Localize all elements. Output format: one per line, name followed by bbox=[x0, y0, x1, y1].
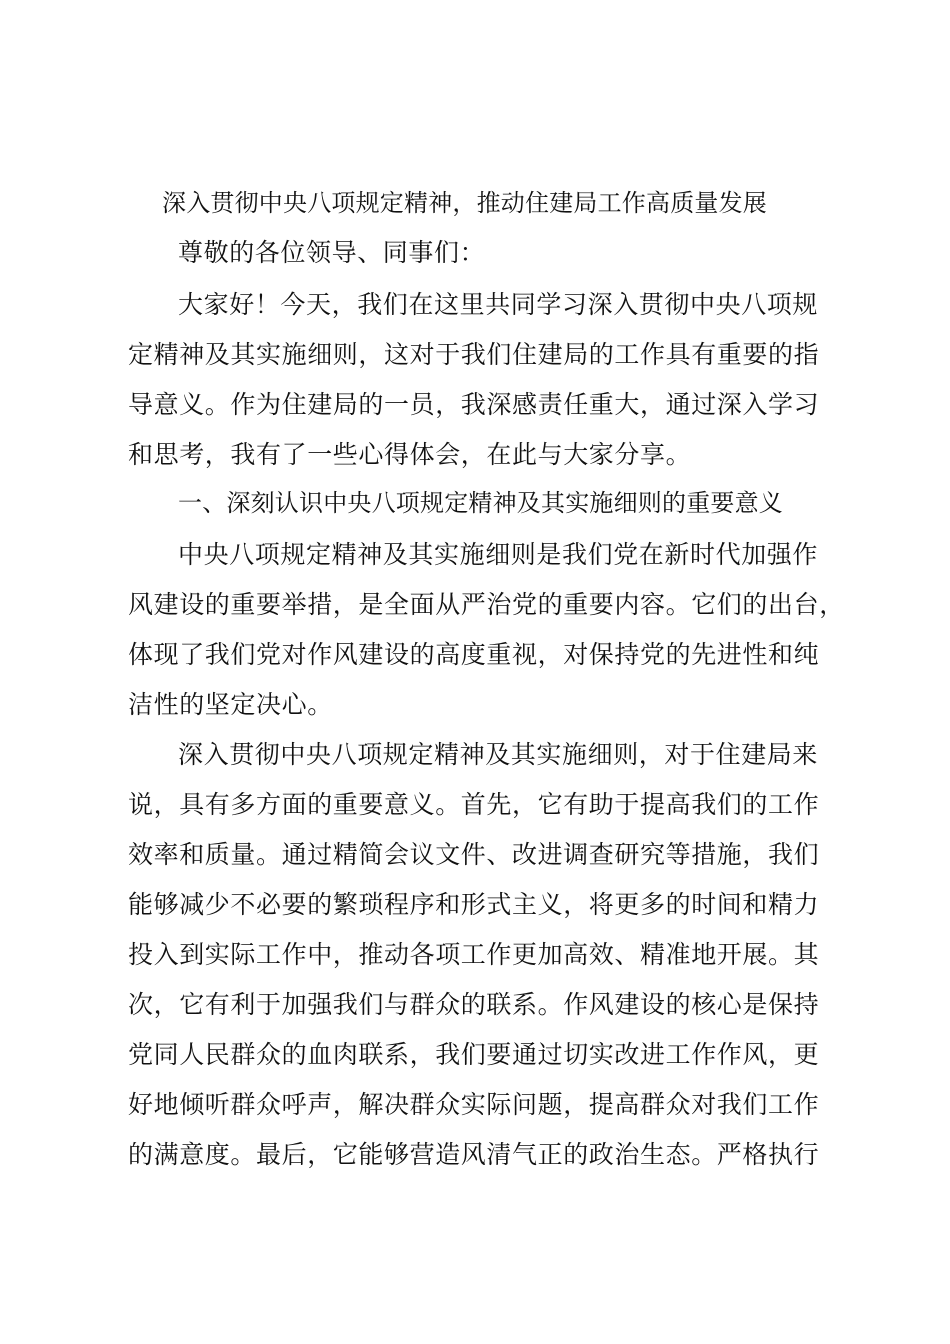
paragraph-line: 风建设的重要举措，是全面从严治党的重要内容。它们的出台， bbox=[128, 590, 845, 619]
paragraph-line: 定精神及其实施细则，这对于我们住建局的工作具有重要的指 bbox=[128, 340, 820, 369]
paragraph-line: 说，具有多方面的重要意义。首先，它有助于提高我们的工作 bbox=[128, 790, 820, 819]
paragraph-line: 和思考，我有了一些心得体会，在此与大家分享。 bbox=[128, 440, 692, 469]
paragraph-line: 好地倾听群众呼声，解决群众实际问题，提高群众对我们工作 bbox=[128, 1090, 820, 1119]
paragraph-line: 投入到实际工作中，推动各项工作更加高效、精准地开展。其 bbox=[128, 940, 820, 969]
document-title: 深入贯彻中央八项规定精神，推动住建局工作高质量发展 bbox=[162, 189, 767, 217]
paragraph-line: 导意义。作为住建局的一员，我深感责任重大，通过深入学习 bbox=[128, 390, 820, 419]
paragraph-line: 的满意度。最后，它能够营造风清气正的政治生态。严格执行 bbox=[128, 1140, 820, 1169]
paragraph-line: 效率和质量。通过精简会议文件、改进调查研究等措施，我们 bbox=[128, 840, 820, 869]
greeting: 尊敬的各位领导、同事们： bbox=[178, 238, 486, 267]
paragraph-line: 党同人民群众的血肉联系，我们要通过切实改进工作作风，更 bbox=[128, 1040, 820, 1069]
paragraph-line: 体现了我们党对作风建设的高度重视，对保持党的先进性和纯 bbox=[128, 640, 820, 669]
paragraph-line: 中央八项规定精神及其实施细则是我们党在新时代加强作 bbox=[178, 540, 819, 569]
section-heading-1: 一、深刻认识中央八项规定精神及其实施细则的重要意义 bbox=[178, 489, 783, 517]
paragraph-line: 深入贯彻中央八项规定精神及其实施细则，对于住建局来 bbox=[178, 740, 819, 769]
paragraph-line: 次，它有利于加强我们与群众的联系。作风建设的核心是保持 bbox=[128, 990, 820, 1019]
paragraph-line: 能够减少不必要的繁琐程序和形式主义，将更多的时间和精力 bbox=[128, 890, 820, 919]
paragraph-line: 大家好！今天，我们在这里共同学习深入贯彻中央八项规 bbox=[178, 290, 819, 319]
paragraph-line: 洁性的坚定决心。 bbox=[128, 690, 333, 719]
